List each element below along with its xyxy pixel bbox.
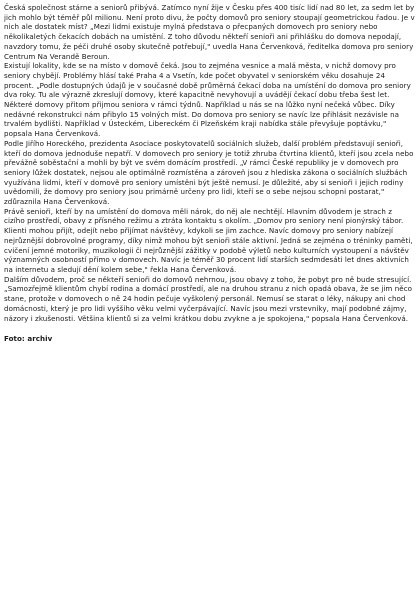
article-paragraph-5: Dalším důvodem, proč se někteří senioři do domovů nehrnou, jsou obavy z toho, že pobyt pro ně bude stresující. „Samozřejmě klientům chybí rodina a domácí prostředí, ale na druhou stranu z nich opadá obava, že se jim něco stane, protože v domovech o ně 24 hodin pečuje vyškolený personál. Nemusí se starat o léky, nákupy ani chod domácnosti, který je pro lidi vyššího věku velmi vyčerpávající. Navíc jsou mezi vrstevníky, mají podobné zájmy, názory i zkušenosti. Většina klientů si za velmi krátkou dobu zvykne a je spokojena," popsala Hana Červenková. bbox=[4, 274, 413, 323]
article-paragraph-4: Právě senioři, kteří by na umístění do domova měli nárok, do něj ale nechtějí. Hlavním důvodem je strach z cizího prostředí, obavy z přísného režimu a ztráta kontaktu s okolím. „Domov pro seniory není pionýrský tábor. Klienti mohou přijít, odejít nebo přijímat návštěvy, kdykoli se jim zachce. Navíc domovy pro seniory nabízejí nejrůznější dobrovolné programy, díky nimž mohou být senioři stále aktivní. Jedná se zejména o tréninky paměti, cvičení jemné motoriky, muzikologii či nejrůznější zážitky v podobě výletů nebo kulturních vystoupení a návštěv významných osobností přímo v domovech. Navíc je téměř 30 procent lidí starších sedmdesáti let dnes aktivních na internetu a sledují dění kolem sebe," řekla Hana Červenková. bbox=[4, 206, 413, 274]
article-paragraph-3: Podle Jiřího Horeckého, prezidenta Asociace poskytovatelů sociálních služeb, další problém představují senioři, kteří do domova jednoduše nepatří. V domovech pro seniory je totiž zhruba čtvrtina klientů, kteří jsou zcela nebo převážně soběstační a mohli by být ve svém domácím prostředí. „V rámci České republiky je v domovech pro seniory lůžek dostatek, nejsou ale optimálně rozmístěna a zároveň jsou z hlediska zákona o sociálních službách využívána lidmi, kteří v domově pro seniory umístěni být ještě nemusí. Je důležité, aby si senioři i jejich rodiny uvědomili, že domovy pro seniory jsou primárně určeny pro lidi, kteří se o sebe nejsou schopni postarat," zdůraznila Hana Červenková. bbox=[4, 138, 414, 207]
photo-credit: Foto: archiv bbox=[4, 334, 53, 344]
article-paragraph-1: Česká společnost stárne a seniorů přibývá. Zatímco nyní žije v Česku přes 400 tisíc lidí nad 80 let, za sedm let by jich mohlo být téměř půl milionu. Není proto divu, že počty domovů pro seniory stoupají geometrickou řadou. Je v nich ale dostatek míst? „Mezi lidmi existuje mylná představa o přecpaných domovech pro seniory nebo několikaletých čekacích dobách na umístění. Z toho důvodu někteří senioři ani přihlášku do domova nepodají, navzdory tomu, že péči druhé osoby skutečně potřebují," uvedla Hana Červenková, ředitelka domova pro seniory Centrum Na Verandě Beroun. bbox=[4, 3, 415, 61]
article-paragraph-2: Existují lokality, kde se na místo v domově čeká. Jsou to zejména vesnice a malá města, v nichž domovy pro seniory chybějí. Problémy hlásí také Praha 4 a Vsetín, kde počet obyvatel v seniorském věku dosahuje 24 procent. „Podle dostupných údajů je v současné době průměrná čekací doba na umístění do domova pro seniory dva roky. Tu ale výrazně zkreslují domovy, které kapacitně nevyhovují a uvádějí čekací dobu třeba šest let. Některé domovy přitom přijmou seniora v rámci týdnů. Například u nás se na lůžko nyní nečeká vůbec. Díky nedávné rekonstrukci nám přibylo 15 volných míst. Do domova pro seniory se navíc lze přihlásit nezávisle na trvalém bydlišti. Například v Ústeckém, Libereckém či Plzeňském kraji nabídka stále převyšuje poptávku," popsala Hana Červenková. bbox=[4, 61, 411, 139]
